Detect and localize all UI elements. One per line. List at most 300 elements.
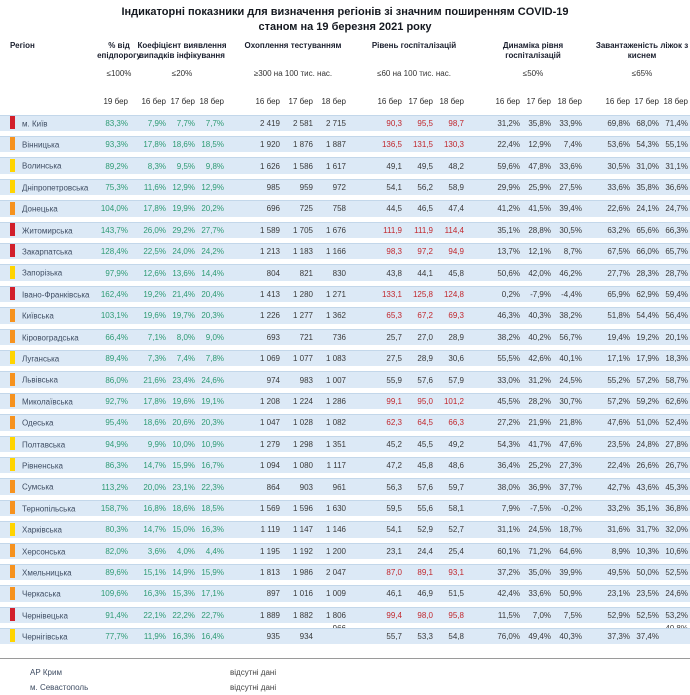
region-name: Тернопільська — [22, 504, 76, 514]
cell-hospitalization-1: 27,0 — [404, 329, 435, 345]
cell-hospitalization-2: 30,6 — [435, 350, 466, 366]
cell-beds-2: 31,1% — [661, 157, 690, 173]
cell-hospitalization-2: 59,7 — [435, 478, 466, 494]
cell-detection-2: 22,3% — [197, 478, 226, 494]
table-body — [0, 115, 690, 645]
cell-hospitalization-2: 95,8 — [435, 607, 466, 623]
spacer-cell — [226, 585, 238, 601]
cell-testing-0: 1 208 — [238, 393, 282, 409]
cell-detection-0: 12,6% — [138, 264, 168, 280]
cell-detection-0: 18,6% — [138, 414, 168, 430]
cell-hospitalization-2: 49,2 — [435, 436, 466, 452]
cell-beds-2: 10,6% — [661, 543, 690, 559]
cell-hospitalization-0: 23,1 — [362, 543, 404, 559]
cell-hospitalization-0: 62,3 — [362, 414, 404, 430]
cell-hospitalization-0: 98,3 — [362, 243, 404, 259]
cell-pct-epid: 97,9% — [96, 264, 130, 280]
risk-level-marker-orange — [10, 202, 15, 215]
spacer-cell — [226, 222, 238, 238]
region-name: Одеська — [22, 418, 54, 428]
cell-detection-0: 9,9% — [138, 436, 168, 452]
cell-testing-2: 1 887 — [315, 136, 348, 152]
spacer-cell — [584, 264, 594, 280]
risk-level-marker-yellow — [10, 266, 15, 279]
cell-detection-2: 20,4% — [197, 286, 226, 302]
cell-hospitalization-0: 111,9 — [362, 222, 404, 238]
no-data-note: відсутні дані — [230, 683, 277, 693]
spacer-cell — [130, 436, 138, 452]
spacer-cell — [466, 136, 482, 152]
cell-testing-1: 903 — [282, 478, 315, 494]
region-cell — [0, 436, 96, 452]
spacer-cell — [130, 157, 138, 173]
cell-testing-0: 804 — [238, 264, 282, 280]
date-testing-1: 17 бер — [282, 96, 315, 110]
spacer-cell — [348, 264, 362, 280]
spacer-cell — [348, 500, 362, 516]
risk-level-marker-yellow — [10, 180, 15, 193]
spacer-cell — [348, 543, 362, 559]
spacer-cell — [584, 115, 594, 131]
cell-hospitalization-2: 66,3 — [435, 414, 466, 430]
cell-dynamics-2: 39,4% — [553, 200, 584, 216]
cell-pct-epid: 66,4% — [96, 329, 130, 345]
cell-hospitalization-2: 69,3 — [435, 307, 466, 323]
spacer-cell — [226, 136, 238, 152]
cell-testing-0: 897 — [238, 585, 282, 601]
spacer-cell — [130, 607, 138, 623]
cell-hospitalization-0: 136,5 — [362, 136, 404, 152]
cell-beds-2: 71,4% — [661, 115, 690, 131]
cell-dynamics-2: 21,8% — [553, 414, 584, 430]
spacer-cell — [226, 414, 238, 430]
cell-beds-0: 37,3% — [594, 628, 632, 644]
spacer-cell — [130, 286, 138, 302]
spacer-cell — [584, 136, 594, 152]
cell-detection-2: 18,5% — [197, 500, 226, 516]
spacer-cell — [226, 478, 238, 494]
cell-hospitalization-1: 95,0 — [404, 393, 435, 409]
cell-dynamics-2: 27,5% — [553, 179, 584, 195]
cell-hospitalization-1: 97,2 — [404, 243, 435, 259]
spacer-cell — [466, 585, 482, 601]
spacer-cell — [466, 628, 482, 644]
cell-detection-1: 24,0% — [168, 243, 197, 259]
cell-hospitalization-1: 64,5 — [404, 414, 435, 430]
cell-detection-0: 7,9% — [138, 115, 168, 131]
cell-beds-1: 37,4% — [632, 628, 661, 644]
cell-beds-2: 32,0% — [661, 521, 690, 537]
cell-hospitalization-0: 44,5 — [362, 200, 404, 216]
cell-dynamics-1: 12,1% — [522, 243, 553, 259]
cell-testing-0: 1 589 — [238, 222, 282, 238]
spacer-cell — [466, 157, 482, 173]
cell-testing-1: 1 882 — [282, 607, 315, 623]
date-dynamics-0: 16 бер — [482, 96, 522, 110]
date-testing-0: 16 бер — [238, 96, 282, 110]
cell-dynamics-0: 42,4% — [482, 585, 522, 601]
region-name: Чернівецька — [22, 611, 68, 621]
risk-level-marker-yellow — [10, 159, 15, 172]
cell-hospitalization-1: 52,9 — [404, 521, 435, 537]
cell-hospitalization-0: 27,5 — [362, 350, 404, 366]
cell-dynamics-2: 46,2% — [553, 264, 584, 280]
cell-beds-2: 45,3% — [661, 478, 690, 494]
cell-dynamics-1: 41,7% — [522, 436, 553, 452]
cell-detection-1: 7,4% — [168, 350, 197, 366]
dates-row-region-spacer — [0, 96, 96, 110]
cell-detection-0: 7,1% — [138, 329, 168, 345]
cell-dynamics-0: 31,1% — [482, 521, 522, 537]
cell-testing-0: 935 — [238, 628, 282, 644]
column-group-pct-epid: % від епідпорогу — [97, 40, 141, 60]
cell-detection-2: 16,3% — [197, 521, 226, 537]
no-data-note: відсутні дані — [230, 668, 277, 678]
spacer-cell — [466, 264, 482, 280]
spacer-cell — [466, 286, 482, 302]
spacer — [466, 96, 482, 110]
cell-dynamics-0: 7,9% — [482, 500, 522, 516]
cell-beds-0: 57,2% — [594, 393, 632, 409]
cell-pct-epid: 162,4% — [96, 286, 130, 302]
cell-detection-2: 16,7% — [197, 457, 226, 473]
cell-testing-2: 1 083 — [315, 350, 348, 366]
cell-testing-0: 864 — [238, 478, 282, 494]
spacer-cell — [226, 371, 238, 387]
cell-beds-1: 31,0% — [632, 157, 661, 173]
spacer-cell — [226, 521, 238, 537]
region-cell — [0, 607, 96, 623]
spacer-cell — [584, 521, 594, 537]
cell-hospitalization-1: 98,0 — [404, 607, 435, 623]
cell-dynamics-0: 35,1% — [482, 222, 522, 238]
cell-hospitalization-2: 51,5 — [435, 585, 466, 601]
cell-dynamics-0: 37,2% — [482, 564, 522, 580]
region-cell — [0, 414, 96, 430]
cell-hospitalization-0: 25,7 — [362, 329, 404, 345]
region-cell — [0, 543, 96, 559]
cell-pct-epid: 89,4% — [96, 350, 130, 366]
cell-detection-1: 13,6% — [168, 264, 197, 280]
cell-dynamics-2: 8,7% — [553, 243, 584, 259]
cell-beds-2: 55,1% — [661, 136, 690, 152]
region-cell — [0, 307, 96, 323]
cell-detection-2: 7,8% — [197, 350, 226, 366]
table-row — [0, 585, 690, 601]
region-name: Черкаська — [22, 589, 61, 599]
cell-testing-1: 721 — [282, 329, 315, 345]
table-header — [0, 39, 690, 91]
spacer-cell — [130, 179, 138, 195]
cell-testing-1: 1 016 — [282, 585, 315, 601]
cell-detection-0: 22,1% — [138, 607, 168, 623]
region-name: м. Київ — [22, 119, 48, 129]
risk-level-marker-yellow — [10, 523, 15, 536]
table-row — [0, 371, 690, 387]
cell-testing-1: 1 298 — [282, 436, 315, 452]
cell-hospitalization-0: 45,2 — [362, 436, 404, 452]
cell-hospitalization-2: 93,1 — [435, 564, 466, 580]
region-name: Луганська — [22, 354, 60, 364]
cell-detection-1: 23,4% — [168, 371, 197, 387]
cell-pct-epid: 113,2% — [96, 478, 130, 494]
cell-detection-2: 22,7% — [197, 607, 226, 623]
cell-hospitalization-0: 87,0 — [362, 564, 404, 580]
cell-detection-1: 29,2% — [168, 222, 197, 238]
date-hospitalization-2: 18 бер — [435, 96, 466, 110]
cell-detection-2: 7,7% — [197, 115, 226, 131]
no-data-row — [0, 665, 690, 680]
cell-detection-0: 17,8% — [138, 393, 168, 409]
risk-level-marker-red — [10, 223, 15, 236]
region-name: Сумська — [22, 482, 54, 492]
cell-testing-2: 972 — [315, 179, 348, 195]
cell-hospitalization-0: 43,8 — [362, 264, 404, 280]
cell-testing-2: 1 630 — [315, 500, 348, 516]
cell-beds-2: 24,6% — [661, 585, 690, 601]
spacer-cell — [226, 200, 238, 216]
cell-beds-0: 31,6% — [594, 521, 632, 537]
cell-detection-1: 9,5% — [168, 157, 197, 173]
spacer-cell — [130, 414, 138, 430]
cell-testing-0: 974 — [238, 371, 282, 387]
cell-dynamics-0: 41,2% — [482, 200, 522, 216]
cell-hospitalization-2: 25,4 — [435, 543, 466, 559]
cell-beds-0: 19,4% — [594, 329, 632, 345]
cell-beds-1: 19,2% — [632, 329, 661, 345]
cell-detection-0: 26,0% — [138, 222, 168, 238]
cell-dynamics-2: 7,4% — [553, 136, 584, 152]
table-row — [0, 286, 690, 302]
cell-dynamics-0: 31,2% — [482, 115, 522, 131]
spacer-cell — [130, 500, 138, 516]
spacer-cell — [130, 243, 138, 259]
cell-detection-1: 4,0% — [168, 543, 197, 559]
spacer — [130, 96, 138, 110]
cell-dynamics-2: 40,3% — [553, 628, 584, 644]
cell-dynamics-1: 21,9% — [522, 414, 553, 430]
cell-dynamics-2: 7,5% — [553, 607, 584, 623]
cell-detection-0: 17,8% — [138, 200, 168, 216]
spacer-cell — [348, 179, 362, 195]
spacer-cell — [584, 436, 594, 452]
page-title-line1: Індикаторні показники для визначення регіонів зі значним поширенням COVID-19 — [121, 6, 569, 18]
spacer-cell — [348, 200, 362, 216]
cell-testing-0: 1 569 — [238, 500, 282, 516]
cell-hospitalization-2: 98,7 — [435, 115, 466, 131]
cell-hospitalization-1: 45,8 — [404, 457, 435, 473]
cell-dynamics-2: -0,2% — [553, 500, 584, 516]
cell-testing-1: 934 — [282, 628, 315, 644]
cell-dynamics-0: 33,0% — [482, 371, 522, 387]
cell-pct-epid: 143,7% — [96, 222, 130, 238]
cell-dynamics-0: 59,6% — [482, 157, 522, 173]
cell-testing-0: 1 047 — [238, 414, 282, 430]
cell-testing-2: 961 — [315, 478, 348, 494]
risk-level-marker-orange — [10, 480, 15, 493]
cell-detection-2: 18,5% — [197, 136, 226, 152]
cell-pct-epid: 94,9% — [96, 436, 130, 452]
cell-dynamics-0: 29,9% — [482, 179, 522, 195]
spacer-cell — [584, 222, 594, 238]
cell-dynamics-2: 50,9% — [553, 585, 584, 601]
cell-hospitalization-0: 99,1 — [362, 393, 404, 409]
cell-beds-1: 52,5% — [632, 607, 661, 623]
threshold-hosp-dynamics: ≤50% — [522, 68, 544, 78]
spacer-cell — [130, 585, 138, 601]
cell-beds-0: 51,8% — [594, 307, 632, 323]
cell-detection-2: 24,6% — [197, 371, 226, 387]
spacer-cell — [348, 286, 362, 302]
risk-level-marker-yellow — [10, 458, 15, 471]
spacer-cell — [348, 521, 362, 537]
cell-detection-1: 19,9% — [168, 200, 197, 216]
region-name: Хмельницька — [22, 568, 72, 578]
cell-testing-0: 1 279 — [238, 436, 282, 452]
cell-dynamics-0: 27,2% — [482, 414, 522, 430]
region-name: Вінницька — [22, 140, 60, 150]
region-name: Кіровоградська — [22, 332, 79, 342]
cell-beds-0: 17,1% — [594, 350, 632, 366]
cell-testing-0: 696 — [238, 200, 282, 216]
spacer-cell — [466, 457, 482, 473]
cell-testing-2: 758 — [315, 200, 348, 216]
cell-testing-0: 1 213 — [238, 243, 282, 259]
region-cell — [0, 628, 96, 644]
spacer-cell — [584, 585, 594, 601]
spacer-cell — [584, 414, 594, 430]
cell-dynamics-1: 33,6% — [522, 585, 553, 601]
cell-beds-2: 53,2% — [661, 607, 690, 623]
cell-testing-2: 1 146 — [315, 521, 348, 537]
spacer-cell — [466, 500, 482, 516]
cell-dynamics-0: 55,5% — [482, 350, 522, 366]
cell-hospitalization-0: 65,3 — [362, 307, 404, 323]
cell-detection-1: 20,6% — [168, 414, 197, 430]
spacer-cell — [348, 371, 362, 387]
cell-detection-2: 15,9% — [197, 564, 226, 580]
cell-beds-0: 53,6% — [594, 136, 632, 152]
table-row — [0, 157, 690, 173]
cell-beds-0: 55,2% — [594, 371, 632, 387]
cell-beds-0: 33,2% — [594, 500, 632, 516]
date-detection-0: 16 бер — [138, 96, 168, 110]
cell-beds-2: 56,4% — [661, 307, 690, 323]
table-row — [0, 457, 690, 473]
spacer-cell — [584, 457, 594, 473]
cell-testing-2: 1 271 — [315, 286, 348, 302]
risk-level-marker-orange — [10, 309, 15, 322]
risk-level-marker-orange — [10, 330, 15, 343]
cell-beds-1: 26,6% — [632, 457, 661, 473]
cell-testing-2: 1 286 — [315, 393, 348, 409]
region-name: м. Севастополь — [30, 683, 89, 693]
cell-detection-1: 8,0% — [168, 329, 197, 345]
cell-detection-0: 8,3% — [138, 157, 168, 173]
cell-testing-2: 2 047 — [315, 564, 348, 580]
cell-hospitalization-2: 130,3 — [435, 136, 466, 152]
table-row — [0, 500, 690, 516]
cell-pct-epid: 89,2% — [96, 157, 130, 173]
spacer-cell — [584, 607, 594, 623]
cell-testing-2: 1 166 — [315, 243, 348, 259]
spacer-cell — [130, 543, 138, 559]
table-row — [0, 478, 690, 494]
cell-testing-2: 1 200 — [315, 543, 348, 559]
table-row — [0, 115, 690, 131]
cell-hospitalization-0: 56,3 — [362, 478, 404, 494]
risk-level-marker-yellow — [10, 437, 15, 450]
cell-beds-1: 23,5% — [632, 585, 661, 601]
cell-dynamics-1: 36,9% — [522, 478, 553, 494]
date-beds-1: 17 бер — [632, 96, 661, 110]
date-dynamics-2: 18 бер — [553, 96, 584, 110]
spacer-cell — [226, 607, 238, 623]
spacer-cell — [226, 179, 238, 195]
cell-hospitalization-0: 49,1 — [362, 157, 404, 173]
spacer-cell — [348, 585, 362, 601]
cell-beds-1: 62,9% — [632, 286, 661, 302]
cell-hospitalization-2: 47,4 — [435, 200, 466, 216]
cell-beds-0: 30,5% — [594, 157, 632, 173]
spacer-cell — [466, 478, 482, 494]
cell-dynamics-2: 37,7% — [553, 478, 584, 494]
cell-detection-2: 20,3% — [197, 307, 226, 323]
spacer-cell — [584, 628, 594, 644]
date-testing-2: 18 бер — [315, 96, 348, 110]
risk-level-marker-orange — [10, 137, 15, 150]
spacer-cell — [348, 329, 362, 345]
cell-hospitalization-0: 54,1 — [362, 179, 404, 195]
cell-testing-2: 1 009 — [315, 585, 348, 601]
cell-hospitalization-1: 49,5 — [404, 157, 435, 173]
cell-beds-0: 69,8% — [594, 115, 632, 131]
spacer-cell — [584, 543, 594, 559]
cell-beds-1: 24,8% — [632, 436, 661, 452]
cell-testing-1: 1 192 — [282, 543, 315, 559]
cell-testing-2: 1 117 — [315, 457, 348, 473]
cell-hospitalization-2: 52,7 — [435, 521, 466, 537]
cell-hospitalization-1: 95,5 — [404, 115, 435, 131]
spacer-cell — [130, 371, 138, 387]
no-data-section — [0, 658, 690, 695]
table-row — [0, 329, 690, 345]
cell-testing-1: 1 280 — [282, 286, 315, 302]
cell-dynamics-1: 47,8% — [522, 157, 553, 173]
region-cell — [0, 136, 96, 152]
cell-dynamics-1: 35,8% — [522, 115, 553, 131]
region-cell — [0, 350, 96, 366]
cell-beds-2: 27,8% — [661, 436, 690, 452]
cell-beds-1: 50,0% — [632, 564, 661, 580]
cell-testing-2: 1 351 — [315, 436, 348, 452]
cell-pct-epid: 92,7% — [96, 393, 130, 409]
risk-level-marker-orange — [10, 587, 15, 600]
cell-beds-0: 33,6% — [594, 179, 632, 195]
cell-pct-epid: 103,1% — [96, 307, 130, 323]
dates-row — [0, 96, 690, 110]
cell-beds-1: 54,3% — [632, 136, 661, 152]
cell-dynamics-0: 13,7% — [482, 243, 522, 259]
cell-testing-0: 1 626 — [238, 157, 282, 173]
spacer-cell — [348, 457, 362, 473]
date-pct-epid: 19 бер — [96, 96, 130, 110]
spacer-cell — [466, 543, 482, 559]
spacer-cell — [226, 115, 238, 131]
cell-dynamics-0: 60,1% — [482, 543, 522, 559]
region-name: Харківська — [22, 525, 62, 535]
cell-detection-1: 18,6% — [168, 500, 197, 516]
